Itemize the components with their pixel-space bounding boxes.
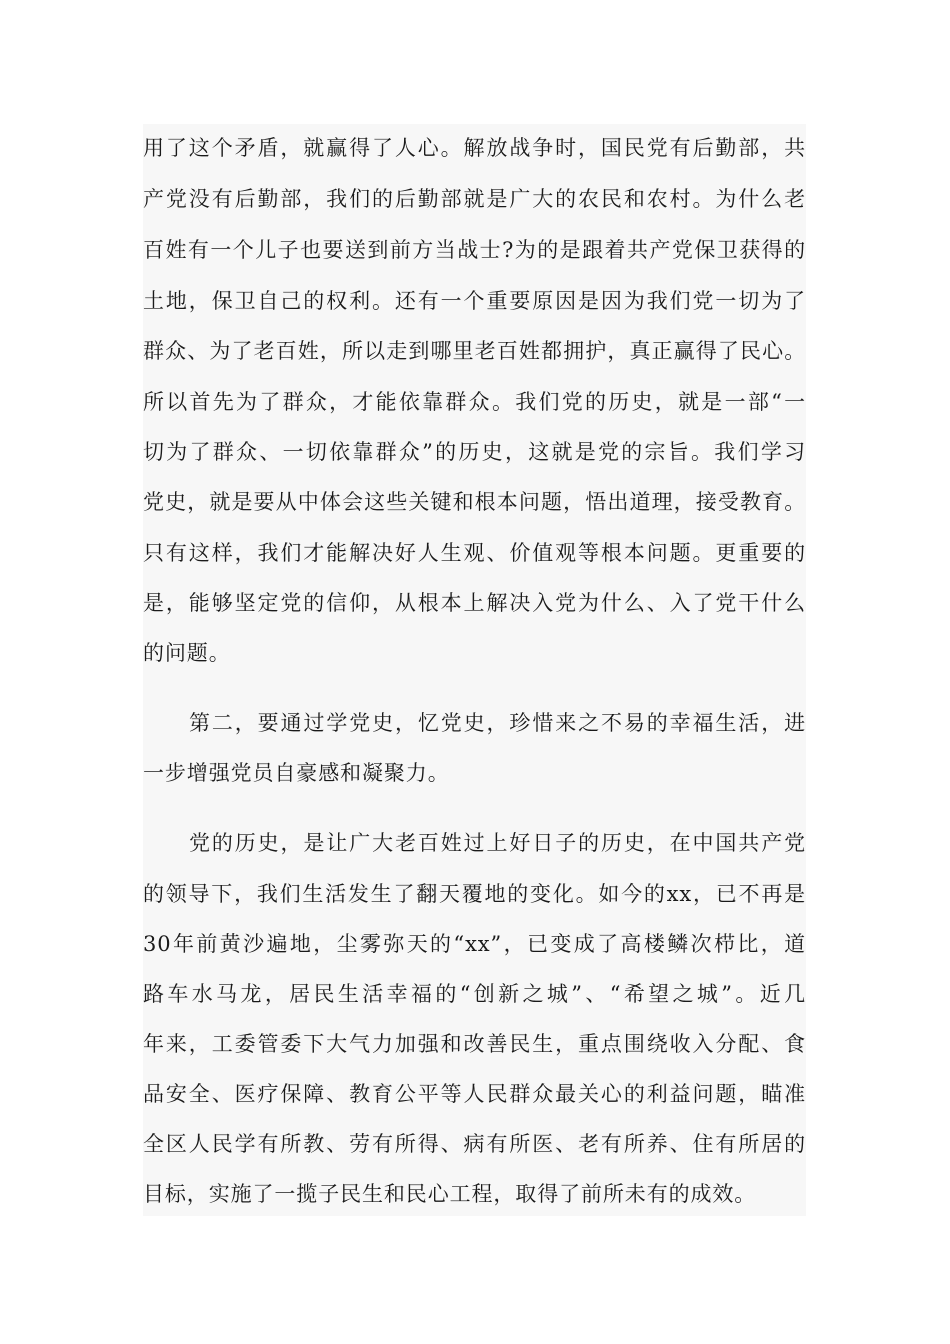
paragraph-1-line: 群众、为了老百姓，所以走到哪里老百姓都拥护，真正赢得了民心。 <box>143 339 806 363</box>
paragraph-3-line: 的领导下，我们生活发生了翻天覆地的变化。如今的xx，已不再是 <box>143 882 806 906</box>
paragraph-3-line: 目标，实施了一揽子民生和民心工程，取得了前所未有的成效。 <box>143 1182 757 1206</box>
paragraph-1-line: 是，能够坚定党的信仰，从根本上解决入党为什么、入了党干什么 <box>143 591 806 615</box>
paragraph-2-line: 第二，要通过学党史，忆党史，珍惜来之不易的幸福生活，进 <box>189 711 806 735</box>
paragraph-1-line: 党史，就是要从中体会这些关键和根本问题，悟出道理，接受教育。 <box>143 490 806 514</box>
paragraph-3-line: 年来，工委管委下大气力加强和改善民生，重点围绕收入分配、食 <box>143 1032 806 1056</box>
paragraph-2-line: 一步增强党员自豪感和凝聚力。 <box>143 761 450 785</box>
paragraph-1-line: 土地，保卫自己的权利。还有一个重要原因是因为我们党一切为了 <box>143 289 806 313</box>
paragraph-1-line: 的问题。 <box>143 641 231 665</box>
paragraph-3-line: 路车水马龙，居民生活幸福的“创新之城”、“希望之城”。近几 <box>143 982 806 1006</box>
paragraph-1-line: 切为了群众、一切依靠群众”的历史，这就是党的宗旨。我们学习 <box>143 440 806 464</box>
paragraph-1-line: 产党没有后勤部，我们的后勤部就是广大的农民和农村。为什么老 <box>143 187 806 211</box>
paragraph-1-line: 只有这样，我们才能解决好人生观、价值观等根本问题。更重要的 <box>143 541 806 565</box>
paragraph-3-line: 品安全、医疗保障、教育公平等人民群众最关心的利益问题，瞄准 <box>143 1082 806 1106</box>
paragraph-3-line: 党的历史，是让广大老百姓过上好日子的历史，在中国共产党 <box>189 831 806 855</box>
paragraph-1-line: 百姓有一个儿子也要送到前方当战士?为的是跟着共产党保卫获得的 <box>143 238 806 262</box>
paragraph-1-line: 所以首先为了群众，才能依靠群众。我们党的历史，就是一部“一 <box>143 390 806 414</box>
paragraph-3-line: 全区人民学有所教、劳有所得、病有所医、老有所养、住有所居的 <box>143 1132 806 1156</box>
paragraph-3-line: 30年前黄沙遍地，尘雾弥天的“xx”，已变成了高楼鳞次栉比，道 <box>143 932 806 956</box>
paragraph-1-line: 用了这个矛盾，就赢得了人心。解放战争时，国民党有后勤部，共 <box>143 136 806 160</box>
